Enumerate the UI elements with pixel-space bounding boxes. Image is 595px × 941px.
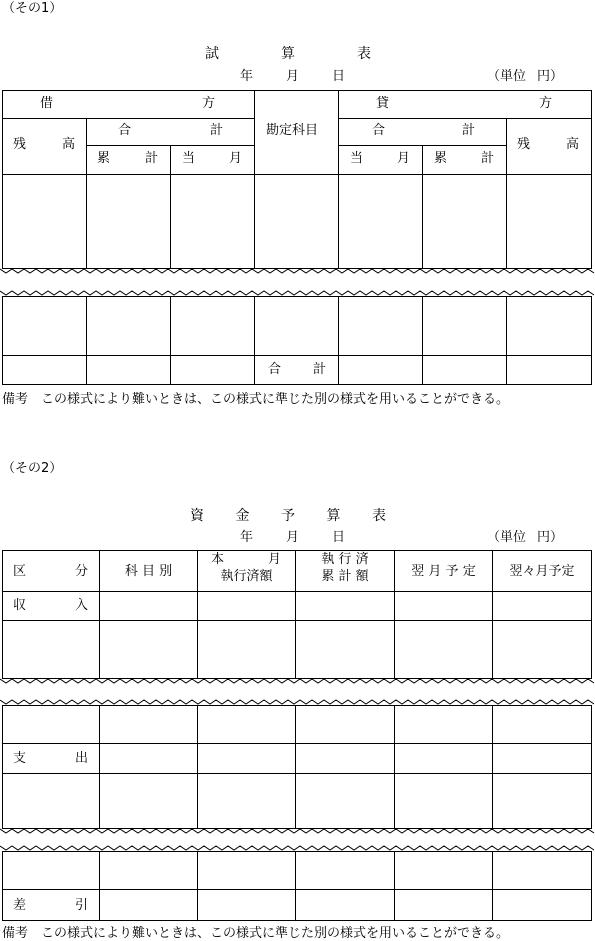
part-label-1: （その1） <box>2 1 63 16</box>
fund-budget-table-lower <box>3 852 592 921</box>
credit-header: 貸 方 <box>376 96 552 111</box>
difference-row-label: 差 引 <box>13 898 88 913</box>
debit-header: 借 方 <box>40 96 215 111</box>
debit-current-month-header: 当 月 <box>182 151 242 166</box>
expense-row-label: 支 出 <box>13 751 88 766</box>
trial-balance-break-lines <box>0 269 594 295</box>
next-month-plan-header: 翌 月 予 定 <box>411 564 476 579</box>
title-char: 表 <box>357 46 371 62</box>
date-month: 月 <box>285 69 299 84</box>
title-char: 算 <box>281 46 295 62</box>
trial-balance-table-upper <box>3 91 592 269</box>
part-label-2: （その2） <box>2 461 63 476</box>
date-line-2 <box>240 531 345 544</box>
date-year: 年 <box>240 69 254 84</box>
debit-balance-header: 残 高 <box>13 137 75 152</box>
trial-balance-title <box>205 47 371 61</box>
title-char: 表 <box>372 508 386 524</box>
month-after-next-plan-header: 翌々月予定 <box>509 564 575 579</box>
executed-cumulative-header: 執 行 済 累 計 額 <box>321 552 369 584</box>
credit-cumulative-header: 累 計 <box>434 151 494 166</box>
grand-total-label: 合 計 <box>268 362 326 377</box>
debit-total-header: 合 計 <box>118 123 223 138</box>
this-month-executed-header: 本 月 執行済額 <box>211 552 281 584</box>
remarks-note-2: 備考 この様式により難いときは、この様式に準じた別の様式を用いることができる。 <box>2 926 510 941</box>
credit-balance-header: 残 高 <box>517 137 579 152</box>
fund-budget-break-lines <box>0 679 594 850</box>
credit-current-month-header: 当 月 <box>350 151 410 166</box>
account-title-header: 勘定科目 <box>266 123 319 138</box>
remarks-note-1: 備考 この様式により難いときは、この様式に準じた別の様式を用いることができる。 <box>2 392 510 407</box>
credit-total-header: 合 計 <box>372 123 475 138</box>
fund-budget-title <box>190 509 386 523</box>
date-line-1 <box>240 70 345 83</box>
date-day: 日 <box>331 69 345 84</box>
income-row-label: 収 入 <box>13 598 88 613</box>
unit-label-2: （単位 円） <box>487 530 563 545</box>
unit-label-1: （単位 円） <box>487 69 563 84</box>
date-year: 年 <box>240 530 254 545</box>
title-char: 予 <box>281 508 295 524</box>
debit-cumulative-header: 累 計 <box>97 151 158 166</box>
date-month: 月 <box>285 530 299 545</box>
title-char: 金 <box>235 508 250 524</box>
fund-budget-table-middle <box>3 706 592 829</box>
date-day: 日 <box>331 530 345 545</box>
title-char: 算 <box>326 508 341 524</box>
division-header: 区 分 <box>13 564 88 579</box>
title-char: 資 <box>190 508 204 524</box>
title-char: 試 <box>205 46 219 62</box>
by-item-header: 科 目 別 <box>124 564 173 579</box>
